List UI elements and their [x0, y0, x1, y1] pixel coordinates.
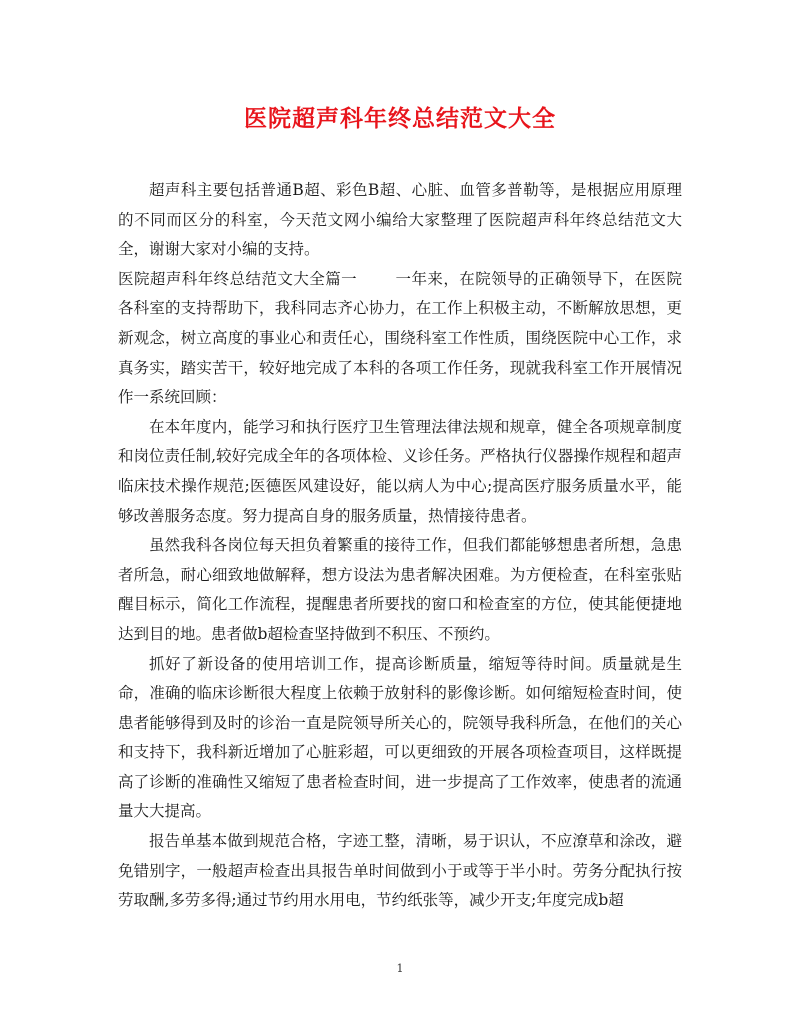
page-number: 1 — [396, 962, 404, 975]
body-paragraph-2: 虽然我科各岗位每天担负着繁重的接待工作，但我们都能够想患者所想，急患者所急，耐心细致地做解释，想方设法为患者解决困难。为方便检查，在科室张贴醒目标示，简化工作流程，提醒患者所要找的窗口和检查室的方位，使其能便捷地达到目的地。患者做b超检查坚持做到不积压、不预约。 — [118, 536, 682, 643]
body-paragraph-1: 在本年度内，能学习和执行医疗卫生管理法律法规和规章，健全各项规章制度和岗位责任制,较好完成全年的各项体检、义诊任务。严格执行仪器操作规程和超声临床技术操作规范;医德医风建设好，能以病人为中心;提高医疗服务质量水平，能够改善服务态度。努力提高自身的服务质量，热情接待患者。 — [118, 417, 682, 525]
body-paragraph-3: 抓好了新设备的使用培训工作，提高诊断质量，缩短等待时间。质量就是生命，准确的临床诊断很大程度上依赖于放射科的影像诊断。如何缩短检查时间，使患者能够得到及时的诊治一直是院领导所关心的，院领导我科所急，在他们的关心和支持下，我科新近增加了心脏彩超，可以更细致的开展各项检查项目，这样既提高了诊断的准确性又缩短了患者检查时间，进一步提高了工作效率，使患者的流通量大大提高。 — [118, 654, 682, 821]
intro-paragraph: 超声科主要包括普通B超、彩色B超、心脏、血管多普勒等，是根据应用原理的不同而区分的科室，今天范文网小编给大家整理了医院超声科年终总结范文大全，谢谢大家对小编的支持。 — [118, 181, 682, 259]
document-body — [118, 176, 682, 916]
section-heading: 医院超声科年终总结范文大全篇一 — [118, 269, 358, 288]
document-title: 医院超声科年终总结范文大全 — [244, 105, 556, 132]
section-paragraph — [118, 265, 682, 413]
section-lead: 一年来，在院领导的正确领导下，在医院各科室的支持帮助下，我科同志齐心协力，在工作上积极主动，不断解放思想，更新观念，树立高度的事业心和责任心，围绕科室工作性质，围绕医院中心工作，求真务实，踏实苦干，较好地完成了本科的各项工作任务，现就我科室工作开展情况作一系统回顾： — [118, 269, 682, 407]
body-paragraph-4: 报告单基本做到规范合格，字迹工整，清晰，易于识认，不应潦草和涂改，避免错别字，一般超声检查出具报告单时间做到小于或等于半小时。劳务分配执行按劳取酬,多劳多得;通过节约用水用电，节约纸张等，减少开支;年度完成b超 — [118, 832, 682, 910]
